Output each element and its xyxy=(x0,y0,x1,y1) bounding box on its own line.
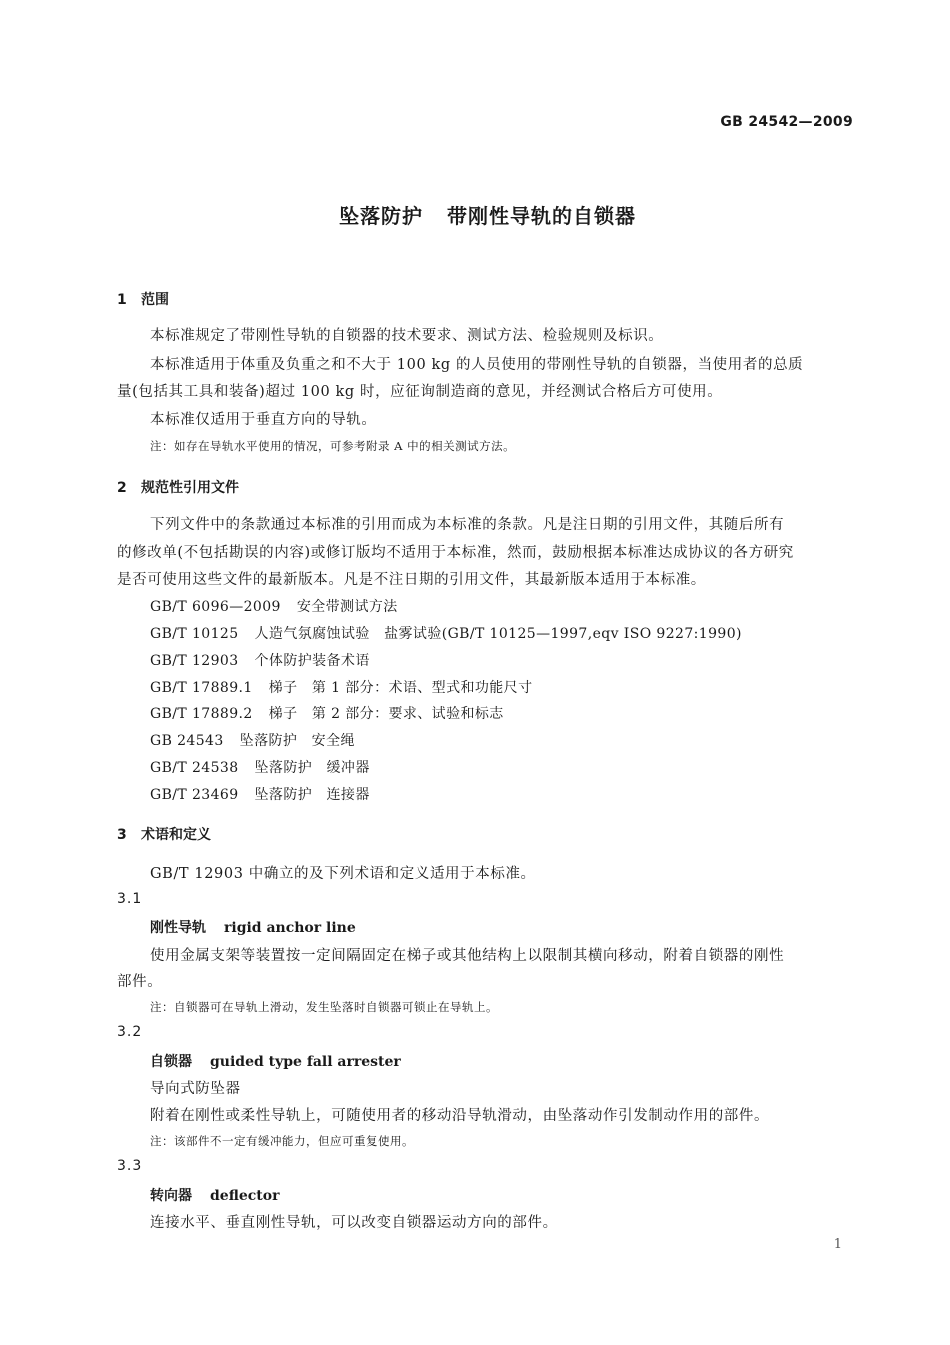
reference-code: GB/T 17889.2 xyxy=(150,706,253,722)
section-title: 范围 xyxy=(141,292,169,308)
reference-item xyxy=(150,677,532,697)
subsection-number: 3.1 xyxy=(117,891,143,907)
term-chinese: 自锁器 xyxy=(150,1054,192,1070)
subsection-number: 3.3 xyxy=(117,1158,143,1174)
paragraph: 本标准仅适用于垂直方向的导轨。 xyxy=(150,412,377,428)
reference-code: GB/T 6096—2009 xyxy=(150,599,281,615)
note: 注：如存在导轨水平使用的情况，可参考附录 A 中的相关测试方法。 xyxy=(150,439,516,453)
reference-title: 坠落防护 连接器 xyxy=(254,787,370,803)
reference-item xyxy=(150,784,370,804)
term-english: rigid anchor line xyxy=(224,920,356,936)
reference-code: GB/T 12903 xyxy=(150,653,239,669)
term-alternative: 导向式防坠器 xyxy=(150,1081,241,1097)
term-entry xyxy=(150,917,356,937)
term-entry xyxy=(150,1051,401,1071)
definition: 使用金属支架等装置按一定间隔固定在梯子或其他结构上以限制其横向移动，附着自锁器的刚性 xyxy=(150,948,785,964)
reference-item xyxy=(150,623,742,643)
paragraph-continuation: 是否可使用这些文件的最新版本。凡是不注日期的引用文件，其最新版本适用于本标准。 xyxy=(117,572,706,588)
reference-title: 坠落防护 缓冲器 xyxy=(254,760,370,776)
paragraph-continuation: 的修改单(不包括勘误的内容)或修订版均不适用于本标准，然而，鼓励根据本标准达成协议的各方研究 xyxy=(117,545,794,561)
reference-code: GB/T 24538 xyxy=(150,760,239,776)
note: 注：自锁器可在导轨上滑动，发生坠落时自锁器可锁止在导轨上。 xyxy=(150,1000,498,1014)
paragraph: 本标准规定了带刚性导轨的自锁器的技术要求、测试方法、检验规则及标识。 xyxy=(150,328,664,344)
title-part1: 坠落防护 xyxy=(339,204,423,228)
paragraph: GB/T 12903 中确立的及下列术语和定义适用于本标准。 xyxy=(150,866,536,882)
reference-title: 个体防护装备术语 xyxy=(254,653,370,669)
paragraph: 下列文件中的条款通过本标准的引用而成为本标准的条款。凡是注日期的引用文件，其随后所有 xyxy=(150,517,785,533)
reference-item xyxy=(150,730,355,750)
term-chinese: 刚性导轨 xyxy=(150,920,206,936)
reference-item xyxy=(150,757,370,777)
reference-title: 人造气氛腐蚀试验 盐雾试验(GB/T 10125—1997,eqv ISO 9227:1990) xyxy=(254,626,742,642)
subsection-number: 3.2 xyxy=(117,1024,143,1040)
definition: 连接水平、垂直刚性导轨，可以改变自锁器运动方向的部件。 xyxy=(150,1215,558,1231)
term-chinese: 转向器 xyxy=(150,1188,192,1204)
title-part2: 带刚性导轨的自锁器 xyxy=(447,204,636,228)
reference-code: GB 24543 xyxy=(150,733,224,749)
section-title: 规范性引用文件 xyxy=(141,480,239,496)
definition: 附着在刚性或柔性导轨上，可随使用者的移动沿导轨滑动，由坠落动作引发制动作用的部件。 xyxy=(150,1108,770,1124)
term-english: deflector xyxy=(210,1188,280,1204)
section-title: 术语和定义 xyxy=(141,827,211,843)
reference-title: 坠落防护 安全绳 xyxy=(239,733,355,749)
reference-title: 梯子 第 1 部分：术语、型式和功能尺寸 xyxy=(268,680,533,696)
reference-code: GB/T 10125 xyxy=(150,626,239,642)
paragraph-continuation: 量(包括其工具和装备)超过 100 kg 时，应征询制造商的意见，并经测试合格后方可使用。 xyxy=(117,384,723,400)
section-number: 3 xyxy=(117,827,127,843)
section-number: 1 xyxy=(117,292,127,308)
reference-item xyxy=(150,650,370,670)
section-heading-terms-definitions xyxy=(117,824,211,844)
reference-title: 梯子 第 2 部分：要求、试验和标志 xyxy=(268,706,504,722)
page-number: 1 xyxy=(833,1237,842,1252)
reference-item xyxy=(150,596,398,616)
term-english: guided type fall arrester xyxy=(210,1054,401,1070)
note: 注：该部件不一定有缓冲能力，但应可重复使用。 xyxy=(150,1134,414,1148)
reference-code: GB/T 23469 xyxy=(150,787,239,803)
section-number: 2 xyxy=(117,480,127,496)
reference-item xyxy=(150,703,504,723)
reference-code: GB/T 17889.1 xyxy=(150,680,253,696)
section-heading-normative-references xyxy=(117,477,239,497)
reference-title: 安全带测试方法 xyxy=(296,599,398,615)
section-heading-scope xyxy=(117,289,169,309)
paragraph: 本标准适用于体重及负重之和不大于 100 kg 的人员使用的带刚性导轨的自锁器，当使用者的总质 xyxy=(150,357,804,373)
term-entry xyxy=(150,1185,280,1205)
standard-number: GB 24542—2009 xyxy=(720,114,853,130)
definition-continuation: 部件。 xyxy=(117,974,163,990)
document-title xyxy=(0,200,950,229)
